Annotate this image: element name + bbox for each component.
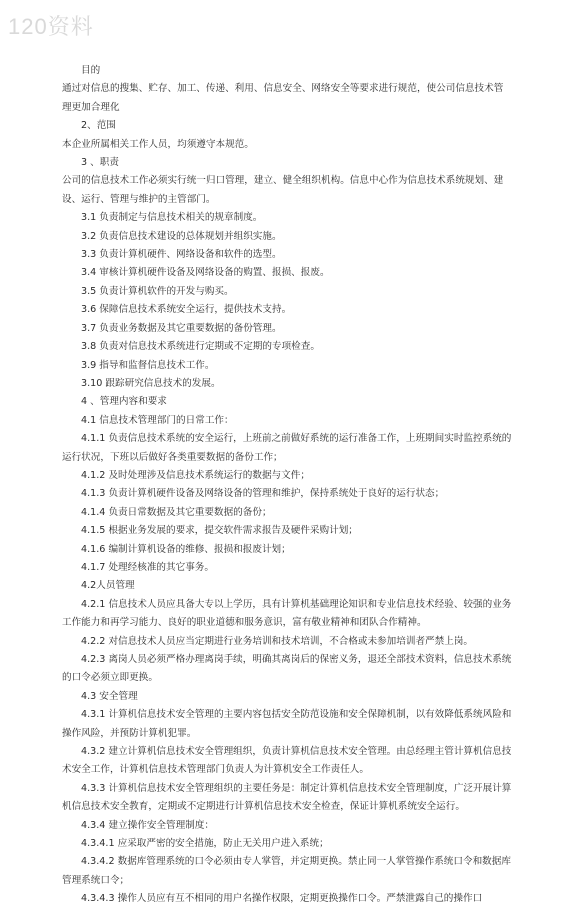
paragraph: 4.3.1 计算机信息技术安全管理的主要内容包括安全防范设施和安全保障机制，以有效降低系统风险和操作风险，并预防计算机犯罪。 bbox=[62, 709, 512, 739]
paragraph: 3 、职责 bbox=[81, 157, 119, 169]
paragraph: 4.1.7 处理经核准的其它事务。 bbox=[81, 561, 214, 573]
paragraph: 3.6 保障信息技术系统安全运行，提供技术支持。 bbox=[81, 304, 292, 316]
paragraph: 3.3 负责计算机硬件、网络设备和软件的选型。 bbox=[81, 249, 282, 261]
paragraph: 3.5 负责计算机软件的开发与购买。 bbox=[81, 285, 234, 297]
paragraph: 4.1.2 及时处理涉及信息技术系统运行的数据与文件； bbox=[81, 469, 310, 481]
paragraph: 3.1 负责制定与信息技术相关的规章制度。 bbox=[81, 212, 263, 224]
paragraph: 4.3.2 建立计算机信息技术安全管理组织，负责计算机信息技术安全管理。由总经理主管计算机信息技术安全工作，计算机信息技术管理部门负责人为计算机安全工作责任人。 bbox=[62, 746, 512, 776]
paragraph: 4.1.3 负责计算机硬件设备及网络设备的管理和维护，保持系统处于良好的运行状态； bbox=[81, 488, 445, 500]
paragraph: 4.1.1 负责信息技术系统的安全运行，上班前之前做好系统的运行准备工作，上班期间实时监控系统的运行状况，下班以后做好各类重要数据的备份工作； bbox=[62, 433, 512, 463]
paragraph: 4.2.3 离岗人员必须严格办理离岗手续，明确其离岗后的保密义务，退还全部技术资料，信息技术系统的口令必须立即更换。 bbox=[62, 654, 512, 684]
document-body bbox=[62, 62, 512, 909]
paragraph: 4.2.2 对信息技术人员应当定期进行业务培训和技术培训，不合格或未参加培训者严禁上岗。 bbox=[81, 635, 474, 647]
paragraph: 4.1 信息技术管理部门的日常工作： bbox=[81, 414, 234, 426]
paragraph: 4.3.3 计算机信息技术安全管理组织的主要任务是：制定计算机信息技术安全管理制度，广泛开展计算机信息技术安全教育，定期或不定期进行计算机信息技术安全检查，保证计算机系统安全运行。 bbox=[62, 782, 512, 813]
paragraph: 通过对信息的搜集、贮存、加工、传递、利用、信息安全、网络安全等要求进行规范，使公司信息技术管理更加合理化 bbox=[62, 83, 504, 113]
paragraph: 4.3.4 建立操作安全管理制度： bbox=[81, 819, 214, 831]
paragraph: 本企业所属相关工作人员，均须遵守本规范。 bbox=[62, 138, 254, 150]
paragraph: 4.3.4.2 数据库管理系统的口令必须由专人掌管，并定期更换。禁止同一人掌管操作系统口令和数据库管理系统口令； bbox=[62, 856, 511, 886]
paragraph: 4.2.1 信息技术人员应具备大专以上学历，具有计算机基础理论知识和专业信息技术经验、较强的业务工作能力和再学习能力、良好的职业道德和服务意识，富有敬业精神和团队合作精神。 bbox=[62, 598, 512, 629]
paragraph: 4.1.6 编制计算机设备的维修、报损和报废计划； bbox=[81, 543, 291, 555]
paragraph: 4.3.4.3 操作人员应有互不相同的用户名操作权限，定期更换操作口令。严禁泄露自己的操作口 bbox=[81, 893, 483, 905]
paragraph: 公司的信息技术工作必须实行统一归口管理，建立、健全组织机构。信息中心作为信息技术系统规划、建设、运行、管理与维护的主管部门。 bbox=[62, 175, 504, 205]
paragraph: 2、范围 bbox=[81, 120, 116, 132]
paragraph: 4.3.4.1 应采取严密的安全措施，防止无关用户进入系统； bbox=[81, 838, 329, 850]
paragraph: 3.2 负责信息技术建设的总体规划并组织实施。 bbox=[81, 230, 282, 242]
paragraph: 4.1.4 负责日常数据及其它重要数据的备份； bbox=[81, 506, 272, 518]
paragraph: 4.2人员管理 bbox=[81, 580, 135, 592]
watermark: 120资料 bbox=[8, 14, 94, 39]
paragraph: 3.10 跟踪研究信息技术的发展。 bbox=[81, 377, 221, 389]
paragraph: 3.9 指导和监督信息技术工作。 bbox=[81, 359, 215, 371]
paragraph: 3.8 负责对信息技术系统进行定期或不定期的专项检查。 bbox=[81, 341, 320, 353]
paragraph: 4.1.5 根据业务发展的要求，提交软件需求报告及硬件采购计划； bbox=[81, 525, 358, 537]
paragraph: 4 、管理内容和要求 bbox=[81, 396, 167, 408]
paragraph: 3.4 审核计算机硬件设备及网络设备的购置、报损、报废。 bbox=[81, 267, 330, 279]
paragraph: 4.3 安全管理 bbox=[81, 690, 138, 702]
paragraph: 目的 bbox=[81, 65, 101, 76]
paragraph: 3.7 负责业务数据及其它重要数据的备份管理。 bbox=[81, 322, 282, 334]
